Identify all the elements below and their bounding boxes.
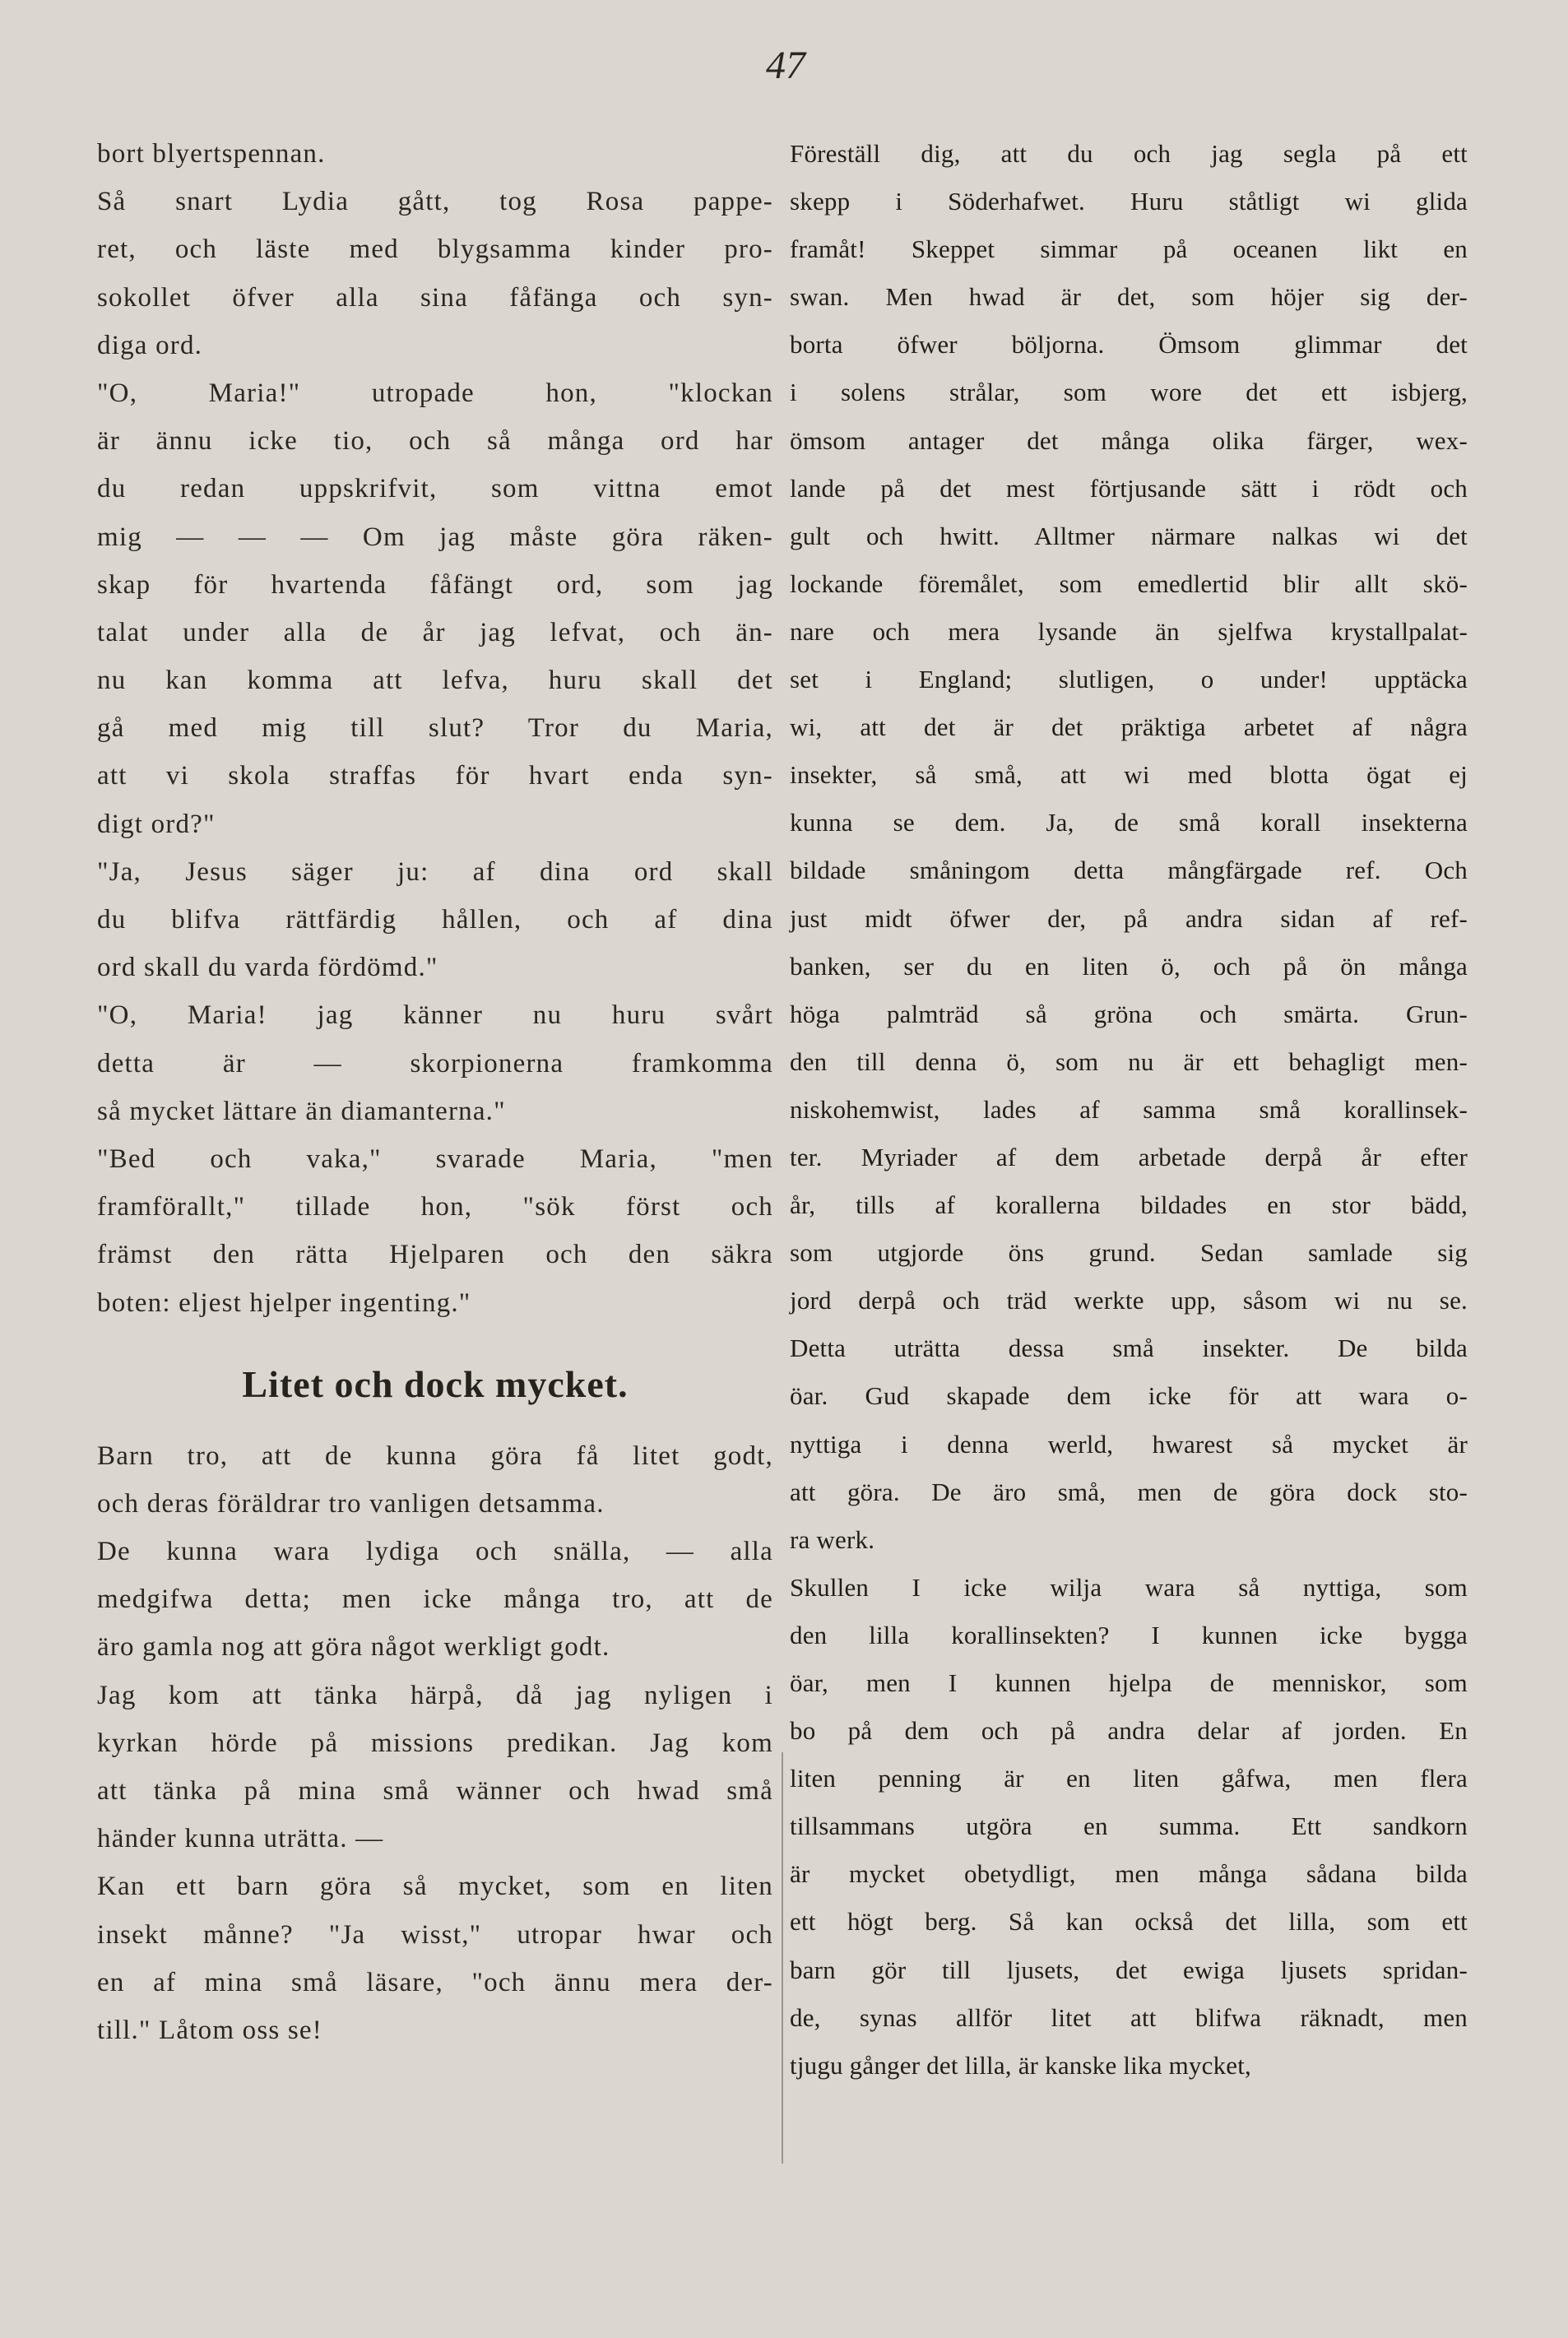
text-line: att vi skola straffas för hvart enda syn- <box>97 761 773 791</box>
right-column <box>790 130 1468 2090</box>
text-line: Kan ett barn göra så mycket, som en liten <box>97 1872 773 1902</box>
text-line: äro gamla nog att göra något werkligt godt. <box>97 1632 610 1663</box>
left-column <box>97 130 773 2054</box>
text-line: nare och mera lysande än sjelfwa krystallpalat- <box>790 616 1468 646</box>
text-line: den lilla korallinsekten? I kunnen icke bygga <box>790 1620 1468 1649</box>
text-line: nu kan komma att lefva, huru skall det <box>97 666 773 696</box>
text-line: Barn tro, att de kunna göra få litet godt, <box>97 1440 773 1471</box>
text-line: är mycket obetydligt, men många sådana bilda <box>790 1859 1468 1889</box>
text-line: tillsammans utgöra en summa. Ett sandkorn <box>790 1811 1468 1841</box>
text-line: Skullen I icke wilja wara så nyttiga, som <box>790 1572 1468 1602</box>
page-number: 47 <box>766 44 805 87</box>
text-line: skepp i Söderhafwet. Huru ståtligt wi glida <box>790 187 1468 216</box>
text-line: lande på det mest förtjusande sätt i rödt och <box>790 473 1468 503</box>
text-line: boten: eljest hjelper ingenting." <box>97 1287 471 1318</box>
text-line: du redan uppskrifvit, som vittna emot <box>97 474 773 504</box>
text-line: ra werk. <box>790 1524 875 1554</box>
text-line: "Ja, Jesus säger ju: af dina ord skall <box>97 856 773 887</box>
text-line: skap för hvartenda fåfängt ord, som jag <box>97 569 773 600</box>
text-line: är ännu icke tio, och så många ord har <box>97 426 773 457</box>
text-line: talat under alla de år jag lefvat, och än- <box>97 617 773 647</box>
text-line: att göra. De äro små, men de göra dock sto- <box>790 1477 1468 1506</box>
text-line: just midt öfwer der, på andra sidan af ref- <box>790 903 1468 933</box>
text-line: Detta uträtta dessa små insekter. De bilda <box>790 1334 1468 1363</box>
text-line: bort blyertspennan. <box>97 139 326 169</box>
text-line: bildade småningom detta mångfärgade ref. Och <box>790 856 1468 885</box>
text-line: ord skall du varda fördömd." <box>97 953 438 983</box>
text-line: set i England; slutligen, o under! upptäcka <box>790 665 1468 694</box>
text-line: nyttiga i denna werld, hwarest så mycket är <box>790 1429 1468 1459</box>
section-heading: Litet och dock mycket. <box>242 1362 629 1405</box>
text-line: "O, Maria! jag känner nu huru svårt <box>97 1000 773 1031</box>
text-line: du blifva rättfärdig hållen, och af dina <box>97 905 773 935</box>
text-line: framåt! Skeppet simmar på oceanen likt en <box>790 234 1468 264</box>
text-line: Jag kom att tänka härpå, då jag nyligen i <box>97 1680 773 1710</box>
text-line: liten penning är en liten gåfwa, men flera <box>790 1764 1468 1793</box>
text-line: insekt månne? "Ja wisst," utropar hwar och <box>97 1919 773 1950</box>
text-line: gå med mig till slut? Tror du Maria, <box>97 713 773 744</box>
text-line: gult och hwitt. Alltmer närmare nalkas wi det <box>790 521 1468 550</box>
text-line: en af mina små läsare, "och ännu mera der- <box>97 1967 773 1997</box>
text-line: sokollet öfver alla sina fåfänga och syn- <box>97 282 773 313</box>
text-line: digt ord?" <box>97 809 216 839</box>
text-line: ömsom antager det många olika färger, wex- <box>790 425 1468 455</box>
text-line: banken, ser du en liten ö, och på ön många <box>790 951 1468 981</box>
text-line: de, synas allför litet att blifwa räknadt, men <box>790 2002 1468 2032</box>
text-line: den till denna ö, som nu är ett behagligt men- <box>790 1046 1468 1076</box>
text-line: mig — — — Om jag måste göra räken- <box>97 522 773 552</box>
text-line: öar. Gud skapade dem icke för att wara o- <box>790 1381 1468 1411</box>
right-column-text <box>790 130 1468 2090</box>
left-column-lower-text <box>97 1432 773 2054</box>
left-column-upper-text <box>97 130 773 1327</box>
text-line: och deras föräldrar tro vanligen detsamma. <box>97 1488 605 1519</box>
text-line: borta öfwer böljorna. Ömsom glimmar det <box>790 330 1468 360</box>
text-line: wi, att det är det präktiga arbetet af några <box>790 712 1468 742</box>
text-line: swan. Men hwad är det, som höjer sig der- <box>790 282 1468 312</box>
column-divider <box>782 1752 783 2164</box>
text-line: medgifwa detta; men icke många tro, att de <box>97 1584 773 1615</box>
text-line: till." Låtom oss se! <box>97 2015 322 2045</box>
text-line: Föreställ dig, att du och jag segla på ett <box>790 139 1468 168</box>
text-line: öar, men I kunnen hjelpa de menniskor, som <box>790 1668 1468 1697</box>
text-line: att tänka på mina små wänner och hwad små <box>97 1776 773 1806</box>
text-line: ett högt berg. Så kan också det lilla, som ett <box>790 1907 1468 1937</box>
text-line: diga ord. <box>97 330 203 360</box>
text-line: ret, och läste med blygsamma kinder pro- <box>97 234 773 265</box>
text-line: detta är — skorpionerna framkomma <box>97 1048 773 1079</box>
text-line: ter. Myriader af dem arbetade derpå år efter <box>790 1142 1468 1171</box>
text-line: barn gör till ljusets, det ewiga ljusets spridan- <box>790 1955 1468 1984</box>
text-line: tjugu gånger det lilla, är kanske lika mycket, <box>790 2050 1251 2080</box>
text-line: i solens strålar, som wore det ett isbjerg, <box>790 378 1468 407</box>
text-line: De kunna wara lydiga och snälla, — alla <box>97 1537 773 1567</box>
text-line: lockande föremålet, som emedlertid blir allt skö- <box>790 568 1468 598</box>
text-line: insekter, så små, att wi med blotta ögat ej <box>790 760 1468 790</box>
text-line: jord derpå och träd werkte upp, såsom wi nu se. <box>790 1286 1468 1315</box>
text-line: händer kunna uträtta. — <box>97 1824 384 1854</box>
text-line: bo på dem och på andra delar af jorden. En <box>790 1716 1468 1746</box>
text-line: "Bed och vaka," svarade Maria, "men <box>97 1143 773 1174</box>
text-line: kunna se dem. Ja, de små korall insekterna <box>790 808 1468 837</box>
text-line: framförallt," tillade hon, "sök först och <box>97 1192 773 1222</box>
text-line: höga palmträd så gröna och smärta. Grun- <box>790 999 1468 1028</box>
text-line: som utgjorde öns grund. Sedan samlade sig <box>790 1238 1468 1268</box>
text-line: niskohemwist, lades af samma små korallinsek- <box>790 1094 1468 1124</box>
text-line: kyrkan hörde på missions predikan. Jag kom <box>97 1728 773 1758</box>
text-line: år, tills af korallerna bildades en stor bädd, <box>790 1190 1468 1220</box>
text-line: Så snart Lydia gått, tog Rosa pappe- <box>97 187 773 217</box>
text-line: så mycket lättare än diamanterna." <box>97 1096 506 1126</box>
text-line: främst den rätta Hjelparen och den säkra <box>97 1240 773 1270</box>
text-line: "O, Maria!" utropade hon, "klockan <box>97 378 773 408</box>
